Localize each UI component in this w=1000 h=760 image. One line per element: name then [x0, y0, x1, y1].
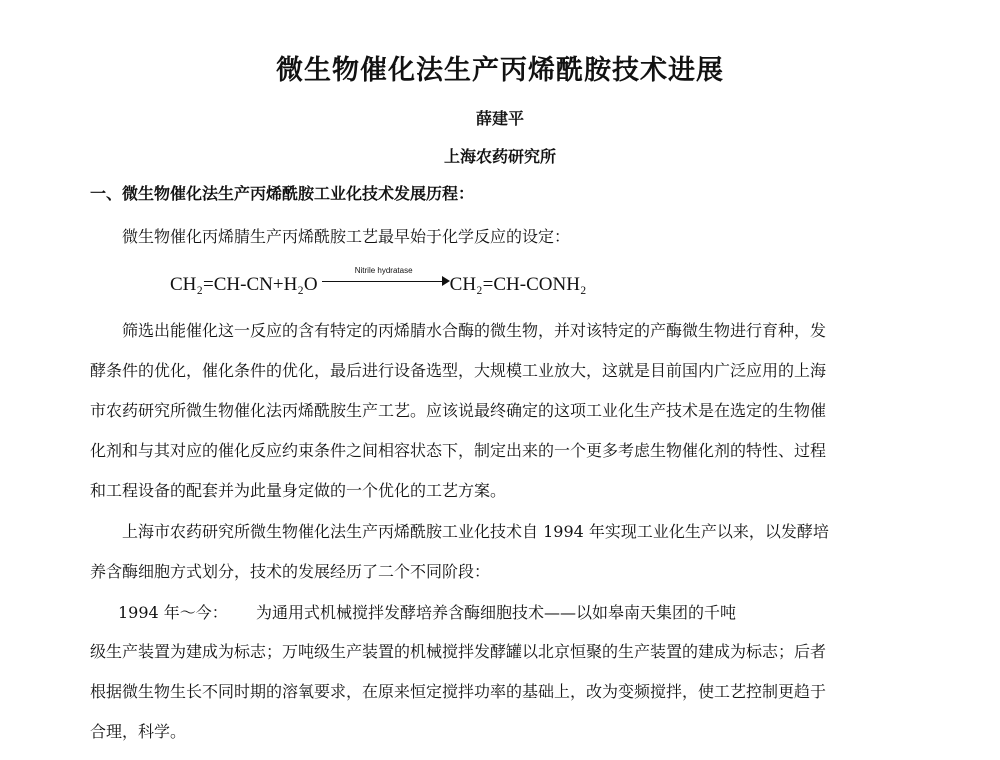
paragraph2-line: 养含酶细胞方式划分，技术的发展经历了二个不同阶段：	[90, 562, 491, 581]
paragraph1-line: 筛选出能催化这一反应的含有特定的丙烯腈水合酶的微生物，并对该特定的产酶微生物进行育种，发	[122, 321, 827, 340]
catalyst-label: Nitrile hydratase	[354, 266, 413, 275]
stage-description: 为通用式机械搅拌发酵培养含酶细胞技术——以如皋南天集团的千吨	[256, 603, 737, 622]
paragraph3-line: 级生产装置为建成为标志；万吨级生产装置的机械搅拌发酵罐以北京恒聚的生产装置的建成为标志；后者	[90, 642, 827, 661]
reaction-arrow	[320, 266, 448, 290]
author-name: 薛建平	[475, 109, 524, 128]
paragraph2-line: 上海市农药研究所微生物催化法生产丙烯酰胺工业化技术自 1994 年实现工业化生产以来，以发酵培	[122, 522, 829, 541]
paragraph1-line: 市农药研究所微生物催化法丙烯酰胺生产工艺。应该说最终确定的这项工业化生产技术是在选定的生物催	[90, 401, 827, 420]
paragraph1-line: 酵条件的优化，催化条件的优化，最后进行设备选型，大规模工业放大，这就是目前国内广泛应用的上海	[90, 361, 827, 380]
product: CH₂=CH-CONH₂	[449, 274, 587, 295]
reactants: CH₂=CH-CN+H₂O	[170, 274, 318, 295]
paragraph3-line: 根据微生物生长不同时期的溶氧要求，在原来恒定搅拌功率的基础上，改为变频搅拌，使工艺控制更趋于	[90, 682, 827, 701]
section-heading: 一、微生物催化法生产丙烯酰胺工业化技术发展历程：	[90, 184, 475, 203]
paragraph1-line: 和工程设备的配套并为此量身定做的一个优化的工艺方案。	[90, 481, 507, 500]
paragraph1-line: 化剂和与其对应的催化反应约束条件之间相容状态下，制定出来的一个更多考虑生物催化剂的特性、过程	[90, 441, 827, 460]
arrow-head-icon	[442, 276, 450, 286]
intro-line: 微生物催化丙烯腈生产丙烯酰胺工艺最早始于化学反应的设定：	[122, 227, 571, 246]
paragraph3-line: 合理，科学。	[90, 722, 187, 741]
stage-period: 1994 年～今：	[118, 603, 228, 622]
reaction-equation	[170, 266, 587, 296]
author-affiliation: 上海农药研究所	[443, 147, 556, 166]
arrow-shaft	[322, 281, 446, 282]
paper-title: 微生物催化法生产丙烯酰胺技术进展	[276, 55, 724, 86]
